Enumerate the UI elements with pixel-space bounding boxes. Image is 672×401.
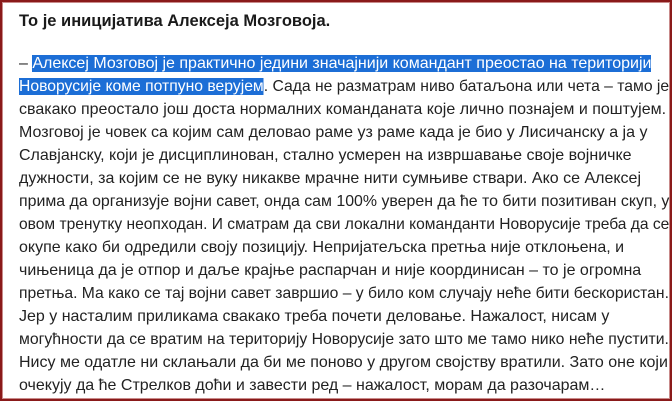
text-segment: Нису ме одатле ни склањали да би ме поново у другом својству вратили. Зато оне који [19, 354, 668, 371]
text-line [19, 213, 670, 236]
text-line [19, 144, 669, 167]
text-segment: могућности да се вратим на територију Новорусије зато што ме тамо нико неће пустити. [19, 331, 669, 348]
selected-text: Алексеј Мозговој је практично једини значајнији командант преостао на територији [32, 55, 652, 72]
text-line [19, 52, 669, 75]
text-segment: Јер у насталим приликама свакако треба почети деловање. Нажалост, нисам у [19, 308, 610, 325]
text-line [19, 167, 669, 190]
text-line [19, 236, 669, 259]
text-segment: Славјанску, који је дисциплинован, стално усмерен на извршавање своје војничке [19, 147, 632, 164]
text-segment: дужности, за којим се не вуку никакве мрачне нити сумњиве ствари. Ако се Алексеј [19, 170, 642, 187]
text-line [19, 98, 669, 121]
text-line [19, 75, 670, 98]
text-line [19, 351, 669, 374]
text-segment: . Сада не разматрам ниво батаљона или чета – тамо је [263, 78, 670, 95]
text-segment: прима да организује војни савет, онда сам 100% уверен да ће то бити позитиван скуп, у [19, 193, 670, 210]
text-segment: – [19, 55, 33, 72]
text-line [19, 190, 670, 213]
text-line [19, 121, 669, 144]
text-segment: овом тренутку неопходан. И сматрам да сви локални команданти Новорусије треба да се [19, 216, 670, 233]
text-segment: очекују да ће Стрелков доћи и завести ред – нажалост, морам да разочарам… [19, 377, 606, 394]
text-segment: чињеница да је отпор и даље крајње распарчан и није координисан – то је огромна [19, 262, 642, 279]
text-line [19, 305, 669, 328]
text-segment: свакако преостало још доста нормалних команданата које лично познајем и поштујем. [19, 101, 667, 118]
text-line [19, 328, 669, 351]
article-body[interactable] [19, 52, 669, 397]
text-segment: претња. Ма како се тај војни савет завршио – у било ком случају неће бити бескористан. [19, 285, 669, 302]
article-heading: То је иницијатива Алексеја Мозговоја. [19, 12, 331, 30]
text-line [19, 282, 669, 305]
text-segment: Мозговој је човек са којим сам деловао раме уз раме када је био у Лисичанску а ја у [19, 124, 648, 141]
text-line [19, 374, 669, 397]
text-segment: окупе како би одредили своју позицију. Непријатељска претња није отклоњена, и [19, 239, 625, 256]
selected-text: Новорусије коме потпуно верујем [19, 78, 264, 95]
text-line [19, 259, 669, 282]
